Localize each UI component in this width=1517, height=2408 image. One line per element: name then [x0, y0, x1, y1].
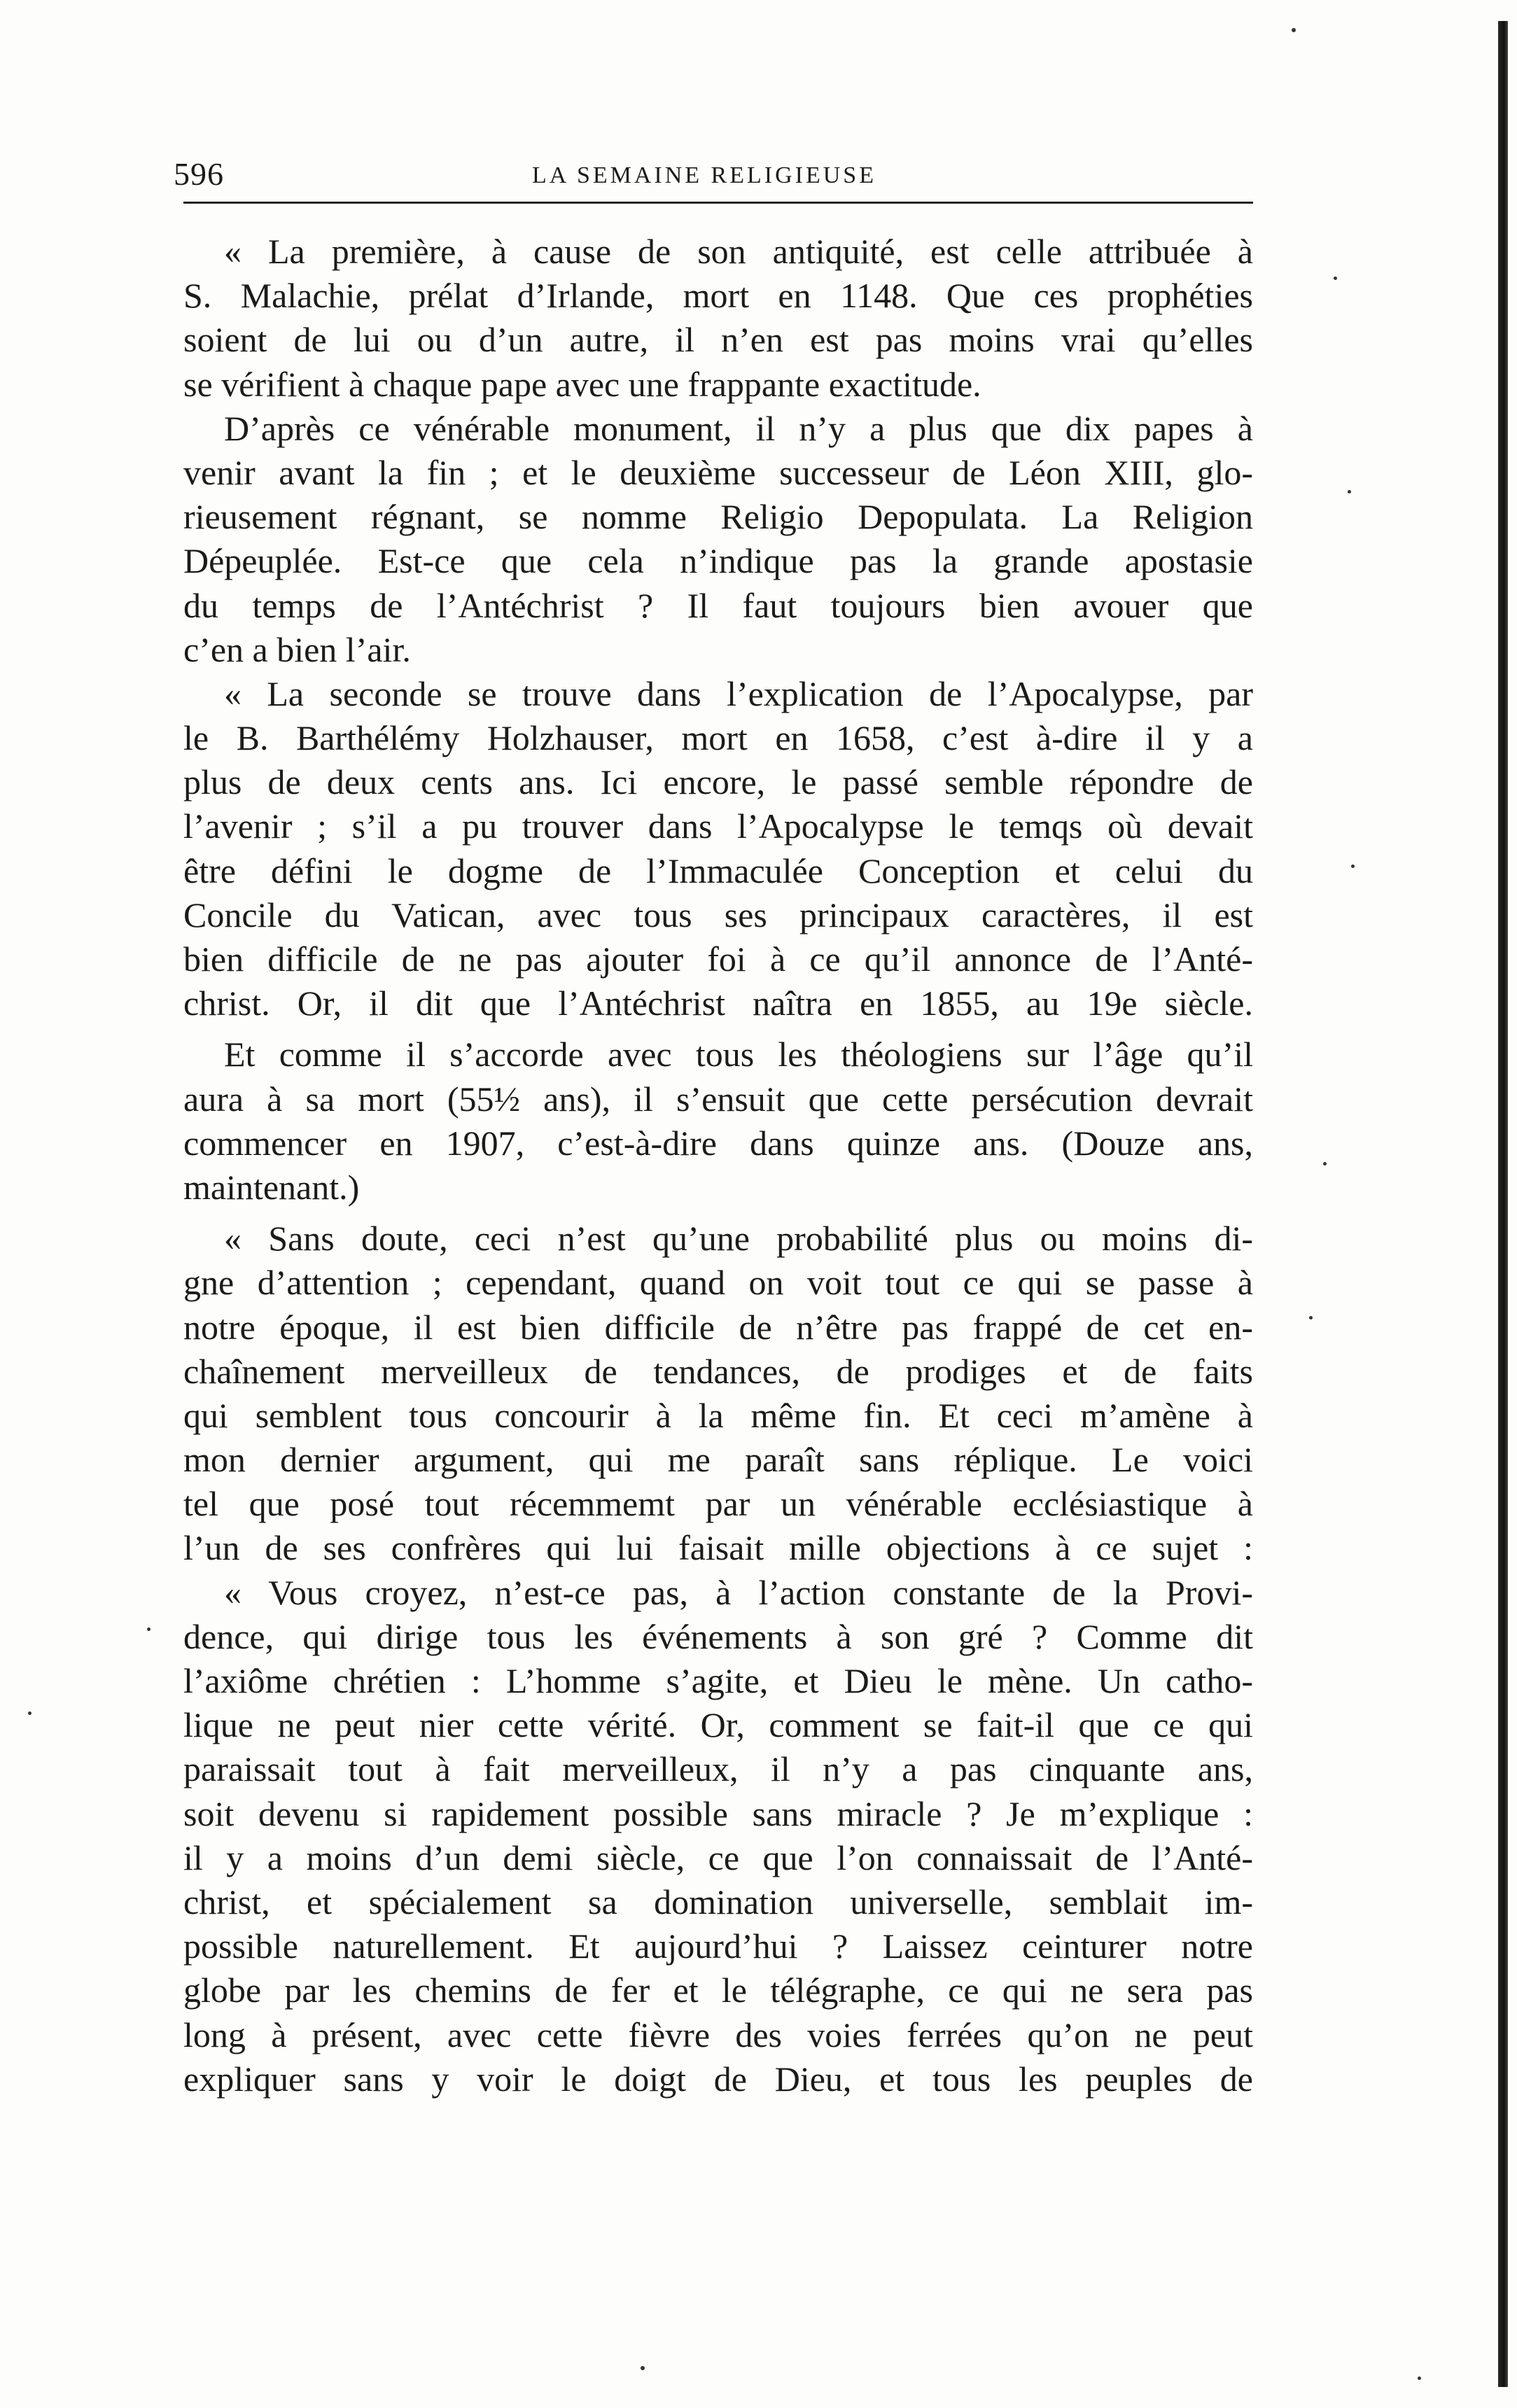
text-line: chaînement merveilleux de tendances, de prodiges et de faits	[183, 1351, 1253, 1391]
text-line: christ, et spécialement sa domination universelle, semblait im-	[183, 1882, 1253, 1921]
scan-speck	[1292, 28, 1296, 32]
paragraph	[183, 407, 1253, 672]
paragraph	[183, 1217, 1253, 1571]
scan-speck	[641, 2366, 645, 2370]
text-line: S. Malachie, prélat d’Irlande, mort en 1148. Que ces prophéties	[183, 276, 1253, 316]
text-line: « Vous croyez, n’est-ce pas, à l’action constante de la Provi-	[224, 1572, 1253, 1612]
scan-speck	[147, 1628, 151, 1631]
scan-speck	[28, 1712, 32, 1715]
text-line: rieusement régnant, se nomme Religio Depopulata. La Religion	[183, 497, 1253, 537]
text-line: du temps de l’Antéchrist ? Il faut toujours bien avouer que	[183, 585, 1253, 625]
text-line: Et comme il s’accorde avec tous les théologiens sur l’âge qu’il	[224, 1035, 1253, 1074]
header-rule	[183, 202, 1253, 204]
text-line: l’axiôme chrétien : L’homme s’agite, et Dieu le mène. Un catho-	[183, 1661, 1253, 1700]
text-line: notre époque, il est bien difficile de n’être pas frappé de cet en-	[183, 1307, 1253, 1347]
text-line: venir avant la fin ; et le deuxième successeur de Léon XIII, glo-	[183, 452, 1253, 492]
text-line: soient de lui ou d’un autre, il n’en est pas moins vrai qu’elles	[183, 320, 1253, 360]
text-line: Concile du Vatican, avec tous ses principaux caractères, il est	[183, 895, 1253, 934]
text-line: aura à sa mort (55½ ans), il s’ensuit que cette persécution devrait	[183, 1079, 1253, 1119]
running-title: LA SEMAINE RELIGIEUSE	[532, 162, 876, 188]
text-line: il y a moins d’un demi siècle, ce que l’on connaissait de l’Anté-	[183, 1837, 1253, 1877]
text-line: long à présent, avec cette fièvre des voies ferrées qu’on ne peut	[183, 2015, 1253, 2054]
text-line: possible naturellement. Et aujourd’hui ? Laissez ceinturer notre	[183, 1926, 1253, 1966]
text-line: expliquer sans y voir le doigt de Dieu, et tous les peuples de	[183, 2059, 1253, 2099]
text-line: dence, qui dirige tous les événements à son gré ? Comme dit	[183, 1616, 1253, 1656]
text-line: le B. Barthélémy Holzhauser, mort en 1658, c’est à-dire il y a	[183, 718, 1253, 758]
text-line: soit devenu si rapidement possible sans miracle ? Je m’explique :	[183, 1793, 1253, 1833]
text-line: christ. Or, il dit que l’Antéchrist naîtra en 1855, au 19e siècle.	[183, 983, 1253, 1023]
text-line: commencer en 1907, c’est-à-dire dans quinze ans. (Douze ans,	[183, 1123, 1253, 1163]
text-line: globe par les chemins de fer et le télégraphe, ce qui ne sera pas	[183, 1970, 1253, 2010]
page-edge-shadow	[1498, 21, 1508, 2387]
scan-speck	[1334, 276, 1337, 280]
paragraph	[183, 1032, 1253, 1210]
text-line: Dépeuplée. Est-ce que cela n’indique pas la grande apostasie	[183, 541, 1253, 581]
body-text	[183, 230, 1253, 2101]
scan-speck	[1323, 1162, 1327, 1166]
text-line: mon dernier argument, qui me paraît sans réplique. Le voici	[183, 1440, 1253, 1480]
scan-speck	[1351, 864, 1355, 868]
text-line: l’avenir ; s’il a pu trouver dans l’Apocalypse le temqs où devait	[183, 806, 1253, 846]
text-line: bien difficile de ne pas ajouter foi à ce qu’il annonce de l’Anté-	[183, 939, 1253, 979]
scan-speck	[1348, 490, 1351, 493]
page-number: 596	[174, 156, 224, 192]
text-line: D’après ce vénérable monument, il n’y a plus que dix papes à	[224, 408, 1253, 448]
text-line: paraissait tout à fait merveilleux, il n’y a pas cinquante ans,	[183, 1749, 1253, 1789]
text-line: « Sans doute, ceci n’est qu’une probabilité plus ou moins di-	[224, 1219, 1253, 1259]
paragraph	[183, 1571, 1253, 2101]
text-line: lique ne peut nier cette vérité. Or, comment se fait-il que ce qui	[183, 1705, 1253, 1745]
text-line: l’un de ses confrères qui lui faisait mille objections à ce sujet :	[183, 1528, 1253, 1568]
text-line: « La première, à cause de son antiquité, est celle attribuée à	[224, 232, 1253, 271]
text-line: c’en a bien l’air.	[183, 629, 411, 669]
text-line: maintenant.)	[183, 1167, 360, 1207]
scan-speck	[1309, 1316, 1313, 1320]
text-line: tel que posé tout récemmemt par un vénérable ecclésiastique à	[183, 1484, 1253, 1524]
text-line: « La seconde se trouve dans l’explication de l’Apocalypse, par	[224, 673, 1253, 713]
paragraph	[183, 672, 1253, 1026]
text-line: être défini le dogme de l’Immaculée Conception et celui du	[183, 850, 1253, 890]
text-line: gne d’attention ; cependant, quand on voit tout ce qui se passe à	[183, 1263, 1253, 1303]
scan-speck	[1418, 2376, 1421, 2380]
text-line: plus de deux cents ans. Ici encore, le passé semble répondre de	[183, 762, 1253, 802]
paragraph	[183, 230, 1253, 407]
text-line: se vérifient à chaque pape avec une frappante exactitude.	[183, 364, 981, 404]
text-line: qui semblent tous concourir à la même fin. Et ceci m’amène à	[183, 1395, 1253, 1435]
